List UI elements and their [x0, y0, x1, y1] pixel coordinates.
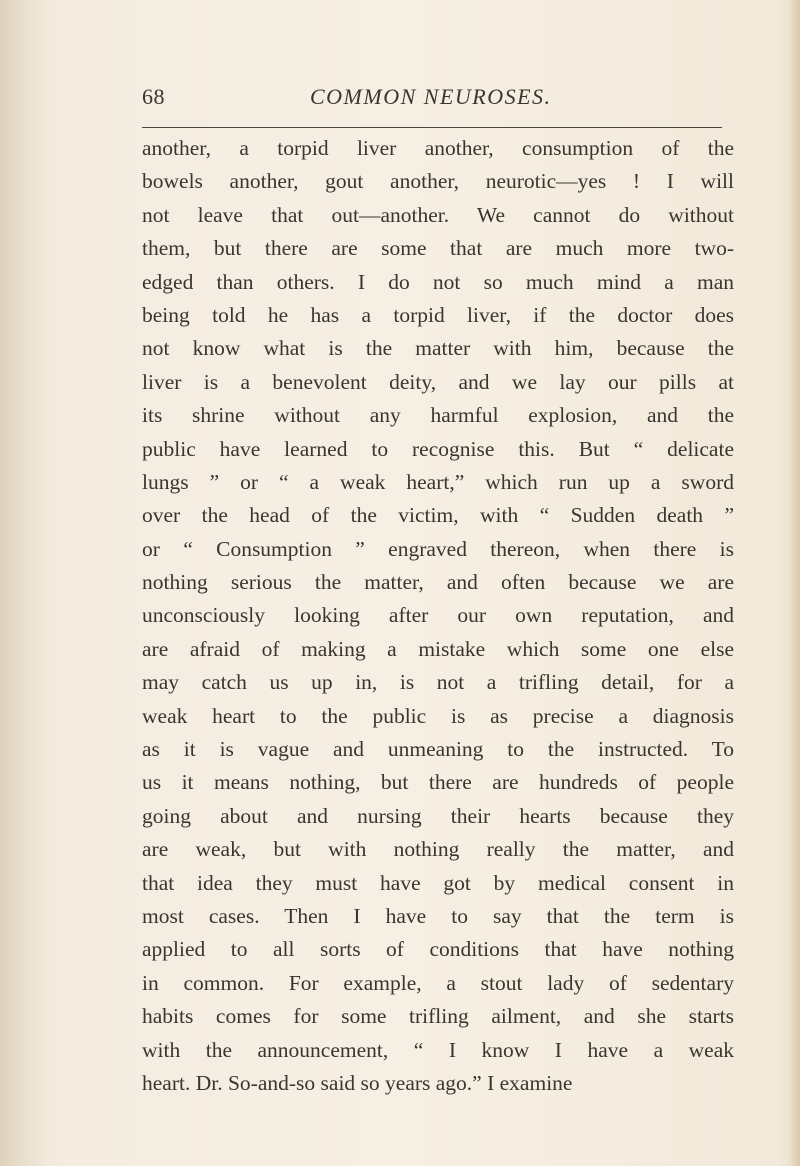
text-line: going about and nursing their hearts because they — [142, 803, 734, 828]
text-line: habits comes for some trifling ailment, and she starts — [142, 1004, 734, 1029]
page-number: 68 — [142, 84, 165, 109]
text-line: over the head of the victim, with “ Sudden death ” — [142, 503, 734, 528]
text-line: or “ Consumption ” engraved thereon, when there is — [142, 536, 734, 561]
text-line: may catch us up in, is not a trifling detail, for a — [142, 670, 734, 695]
text-line: lungs ” or “ a weak heart,” which run up a sword — [142, 469, 734, 494]
running-head: COMMON NEUROSES. — [310, 84, 552, 109]
text-line: another, a torpid liver another, consumption of the — [142, 136, 734, 160]
text-line: as it is vague and unmeaning to the instructed. To — [142, 737, 734, 762]
text-line: are afraid of making a mistake which some one else — [142, 636, 734, 661]
text-line: not leave that out—another. We cannot do without — [142, 202, 734, 227]
text-line: them, but there are some that are much more two- — [142, 236, 734, 261]
body-text — [142, 132, 734, 1100]
text-line: being told he has a torpid liver, if the doctor does — [142, 302, 734, 327]
text-line: applied to all sorts of conditions that have nothing — [142, 937, 734, 962]
text-line: bowels another, gout another, neurotic—yes ! I will — [142, 169, 734, 194]
text-line: in common. For example, a stout lady of sedentary — [142, 970, 734, 995]
text-line: its shrine without any harmful explosion, and the — [142, 403, 734, 428]
page-gutter-shadow — [0, 0, 48, 1166]
page-header — [142, 84, 722, 124]
text-line: unconsciously looking after our own reputation, and — [142, 603, 734, 628]
text-line: public have learned to recognise this. But “ delicate — [142, 436, 734, 461]
page-edge — [790, 0, 800, 1166]
text-line: most cases. Then I have to say that the term is — [142, 903, 734, 928]
header-rule — [142, 127, 722, 128]
text-line: edged than others. I do not so much mind a man — [142, 269, 734, 294]
text-line: us it means nothing, but there are hundreds of people — [142, 770, 734, 795]
text-line: are weak, but with nothing really the matter, and — [142, 837, 734, 862]
text-line: nothing serious the matter, and often because we are — [142, 570, 734, 595]
text-line: that idea they must have got by medical consent in — [142, 870, 734, 895]
text-line: liver is a benevolent deity, and we lay our pills at — [142, 369, 734, 394]
text-line: with the announcement, “ I know I have a weak — [142, 1037, 734, 1062]
text-line: heart. Dr. So-and-so said so years ago.” I examine — [142, 1070, 573, 1095]
text-line: not know what is the matter with him, because the — [142, 336, 734, 361]
text-line: weak heart to the public is as precise a diagnosis — [142, 703, 734, 728]
